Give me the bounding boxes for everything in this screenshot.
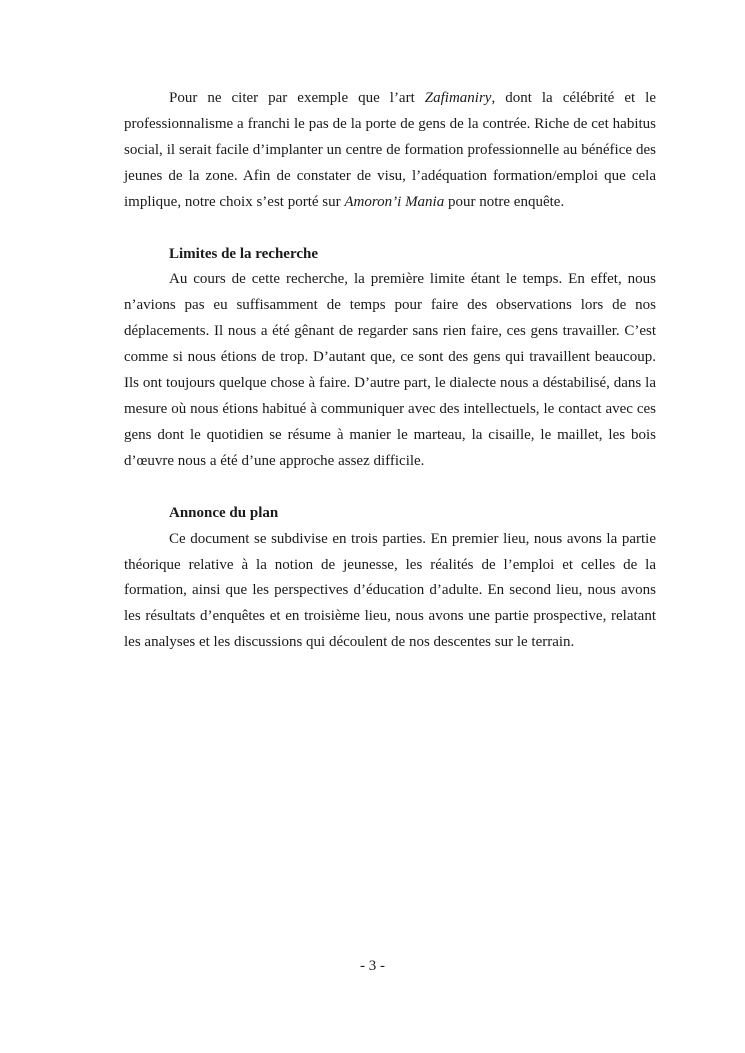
heading-annonce-du-plan: Annonce du plan xyxy=(169,504,279,521)
intro-paragraph xyxy=(124,86,656,216)
limits-paragraph xyxy=(124,267,656,474)
italic-term-zafimaniry: Zafimaniry xyxy=(424,90,492,106)
text-segment: Ce document se subdivise en trois parties. En premier lieu, nous avons la partie théorique relative à la notion de jeunesse, les réalités de l’emploi et celles de la formation, ainsi que les perspectives d’éducation d’adulte. En second lieu, nous avons les résultats d’enquêtes et en troisième lieu, nous avons une partie prospective, relatant les analyses et les discussions qui découlent de nos descentes sur le terrain. xyxy=(124,530,656,651)
text-segment: Au cours de cette recherche, la première limite étant le temps. En effet, nous n’avions pas eu suffisamment de temps pour faire des observations lors de nos déplacements. Il nous a été gênant de regarder sans rien faire, ces gens travailler. C’est comme si nous étions de trop. D’autant que, ce sont des gens qui travaillent beaucoup. Ils ont toujours quelque chose à faire. D’autre part, le dialecte nous a déstabilisé, dans la mesure où nous étions habitué à communiquer avec des intellectuels, le contact avec ces gens dont le quotidien se résume à manier le marteau, la cisaille, le maillet, les bois d’œuvre nous a été d’une approche assez difficile. xyxy=(124,271,656,469)
heading-limites-de-la-recherche: Limites de la recherche xyxy=(169,245,318,262)
section-spacer xyxy=(124,216,656,242)
document-page xyxy=(124,86,656,656)
italic-term-amoroni-mania: Amoron’i Mania xyxy=(344,193,445,210)
section-spacer xyxy=(124,475,656,501)
page-number: - 3 - xyxy=(360,958,385,974)
text-segment: Pour ne citer par exemple que l’art xyxy=(169,90,425,106)
plan-paragraph xyxy=(124,527,656,657)
text-segment: pour notre enquête. xyxy=(444,193,565,210)
text-segment: , dont la célébrité et le professionnalisme a franchi le pas de la porte de gens de la contrée. Riche de cet habitus social, il serait facile d’implanter un centre de formation professionnelle au bénéfice des jeunes de la zone. Afin de constater de visu, l’adéquation formation/emploi que cela implique, notre choix s’est porté sur xyxy=(124,90,656,210)
